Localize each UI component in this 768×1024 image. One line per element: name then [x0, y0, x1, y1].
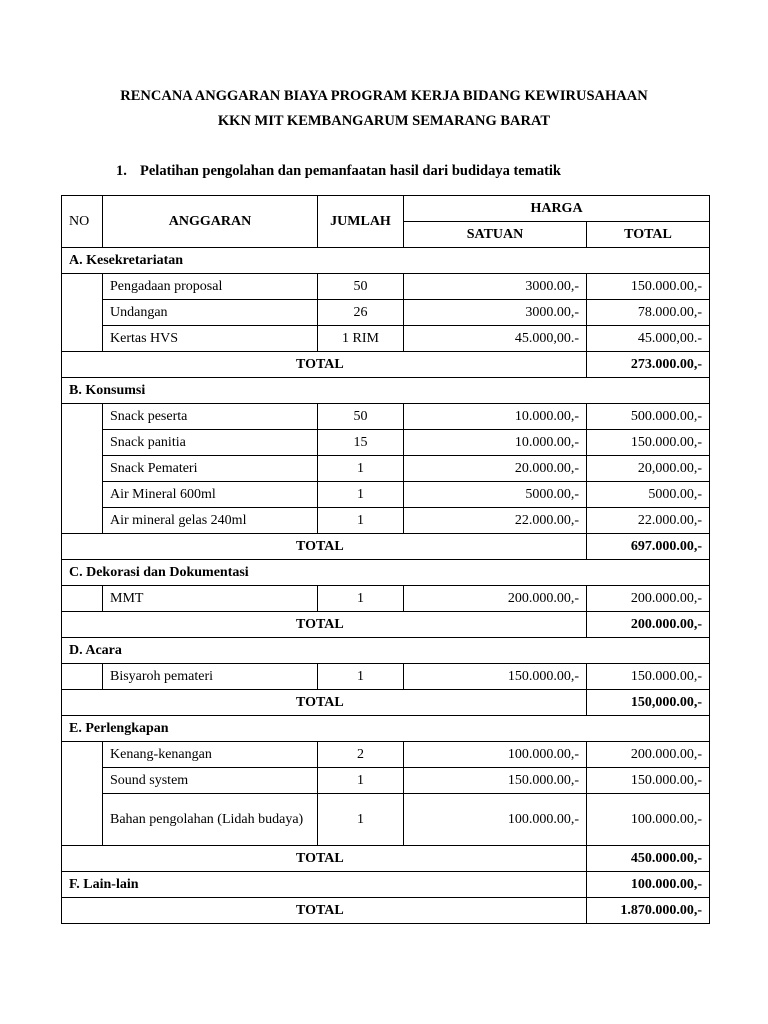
section-heading: [116, 163, 561, 180]
item-name: Sound system: [103, 768, 318, 794]
item-unit-price: 5000.00,-: [404, 482, 587, 508]
item-unit-price: 10.000.00,-: [404, 404, 587, 430]
item-name: Kenang-kenangan: [103, 742, 318, 768]
grand-total-label: TOTAL: [62, 898, 587, 924]
document-title-line1: RENCANA ANGGARAN BIAYA PROGRAM KERJA BIDANG KEWIRUSAHAAN: [120, 88, 648, 104]
item-qty: 1: [318, 794, 404, 846]
subtotal-label: TOTAL: [62, 846, 587, 872]
item-total: 5000.00,-: [587, 482, 710, 508]
table-row: [62, 404, 710, 430]
header-row-1: [62, 196, 710, 222]
item-name: Air Mineral 600ml: [103, 482, 318, 508]
item-unit-price: 20.000.00,-: [404, 456, 587, 482]
subtotal-row: [62, 534, 710, 560]
table-row: [62, 586, 710, 612]
item-unit-price: 150.000.00,-: [404, 664, 587, 690]
item-unit-price: 3000.00,-: [404, 300, 587, 326]
table-row: [62, 508, 710, 534]
item-name: Snack Pemateri: [103, 456, 318, 482]
table-row: [62, 664, 710, 690]
item-name: Snack peserta: [103, 404, 318, 430]
header-anggaran: ANGGARAN: [103, 196, 318, 248]
item-total: 78.000.00,-: [587, 300, 710, 326]
category-label: D. Acara: [62, 638, 710, 664]
category-row: [62, 560, 710, 586]
item-qty: 1: [318, 586, 404, 612]
table-row: [62, 326, 710, 352]
table-row: [62, 430, 710, 456]
header-satuan: SATUAN: [404, 222, 587, 248]
budget-table-body: [62, 196, 710, 924]
header-jumlah: JUMLAH: [318, 196, 404, 248]
grand-total-value: 1.870.000.00,-: [587, 898, 710, 924]
category-label: B. Konsumsi: [62, 378, 710, 404]
category-label: C. Dekorasi dan Dokumentasi: [62, 560, 710, 586]
no-cell: [62, 586, 103, 612]
document-title-line2: KKN MIT KEMBANGARUM SEMARANG BARAT: [217, 113, 551, 129]
table-row: [62, 742, 710, 768]
item-total: 100.000.00,-: [587, 794, 710, 846]
item-total: 150.000.00,-: [587, 768, 710, 794]
item-name: Air mineral gelas 240ml: [103, 508, 318, 534]
subtotal-value: 150,000.00,-: [587, 690, 710, 716]
item-total: 150.000.00,-: [587, 430, 710, 456]
item-unit-price: 150.000.00,-: [404, 768, 587, 794]
item-total: 200.000.00,-: [587, 742, 710, 768]
item-name: Snack panitia: [103, 430, 318, 456]
item-name: Pengadaan proposal: [103, 274, 318, 300]
subtotal-value: 450.000.00,-: [587, 846, 710, 872]
item-name: Bahan pengolahan (Lidah budaya): [103, 794, 318, 846]
item-qty: 1: [318, 482, 404, 508]
subtotal-label: TOTAL: [62, 534, 587, 560]
item-total: 22.000.00,-: [587, 508, 710, 534]
item-name: Kertas HVS: [103, 326, 318, 352]
subtotal-label: TOTAL: [62, 690, 587, 716]
table-row: [62, 794, 710, 846]
category-row: [62, 248, 710, 274]
item-total: 20,000.00,-: [587, 456, 710, 482]
subtotal-label: TOTAL: [62, 352, 587, 378]
item-unit-price: 10.000.00,-: [404, 430, 587, 456]
category-row: [62, 716, 710, 742]
item-total: 500.000.00,-: [587, 404, 710, 430]
item-unit-price: 22.000.00,-: [404, 508, 587, 534]
subtotal-row: [62, 690, 710, 716]
category-row: [62, 638, 710, 664]
section-title: Pelatihan pengolahan dan pemanfaatan hasil dari budidaya tematik: [140, 163, 561, 179]
item-qty: 50: [318, 404, 404, 430]
item-name: Undangan: [103, 300, 318, 326]
item-qty: 1: [318, 664, 404, 690]
item-qty: 1 RIM: [318, 326, 404, 352]
item-total: 45.000,00.-: [587, 326, 710, 352]
item-qty: 1: [318, 768, 404, 794]
section-number: 1.: [116, 163, 127, 179]
item-qty: 1: [318, 456, 404, 482]
item-name: MMT: [103, 586, 318, 612]
no-cell: [62, 404, 103, 534]
item-qty: 15: [318, 430, 404, 456]
table-row: [62, 274, 710, 300]
no-cell: [62, 664, 103, 690]
item-unit-price: 45.000,00.-: [404, 326, 587, 352]
item-total: 150.000.00,-: [587, 664, 710, 690]
no-cell: [62, 274, 103, 352]
lain-lain-label: F. Lain-lain: [62, 872, 587, 898]
header-no: NO: [62, 196, 103, 248]
subtotal-row: [62, 612, 710, 638]
subtotal-row: [62, 846, 710, 872]
item-qty: 2: [318, 742, 404, 768]
table-row: [62, 768, 710, 794]
item-name: Bisyaroh pemateri: [103, 664, 318, 690]
item-unit-price: 100.000.00,-: [404, 742, 587, 768]
table-row: [62, 482, 710, 508]
header-total: TOTAL: [587, 222, 710, 248]
subtotal-row: [62, 352, 710, 378]
lain-lain-amount: 100.000.00,-: [587, 872, 710, 898]
category-label: A. Kesekretariatan: [62, 248, 710, 274]
subtotal-value: 200.000.00,-: [587, 612, 710, 638]
category-label: E. Perlengkapan: [62, 716, 710, 742]
lain-lain-row: [62, 872, 710, 898]
item-unit-price: 3000.00,-: [404, 274, 587, 300]
item-qty: 1: [318, 508, 404, 534]
subtotal-value: 273.000.00,-: [587, 352, 710, 378]
grand-total-row: [62, 898, 710, 924]
item-unit-price: 100.000.00,-: [404, 794, 587, 846]
no-cell: [62, 742, 103, 846]
table-row: [62, 456, 710, 482]
item-qty: 26: [318, 300, 404, 326]
subtotal-value: 697.000.00,-: [587, 534, 710, 560]
item-total: 150.000.00,-: [587, 274, 710, 300]
item-total: 200.000.00,-: [587, 586, 710, 612]
table-row: [62, 300, 710, 326]
header-harga: HARGA: [404, 196, 710, 222]
item-unit-price: 200.000.00,-: [404, 586, 587, 612]
item-qty: 50: [318, 274, 404, 300]
category-row: [62, 378, 710, 404]
subtotal-label: TOTAL: [62, 612, 587, 638]
budget-table: [61, 195, 710, 924]
